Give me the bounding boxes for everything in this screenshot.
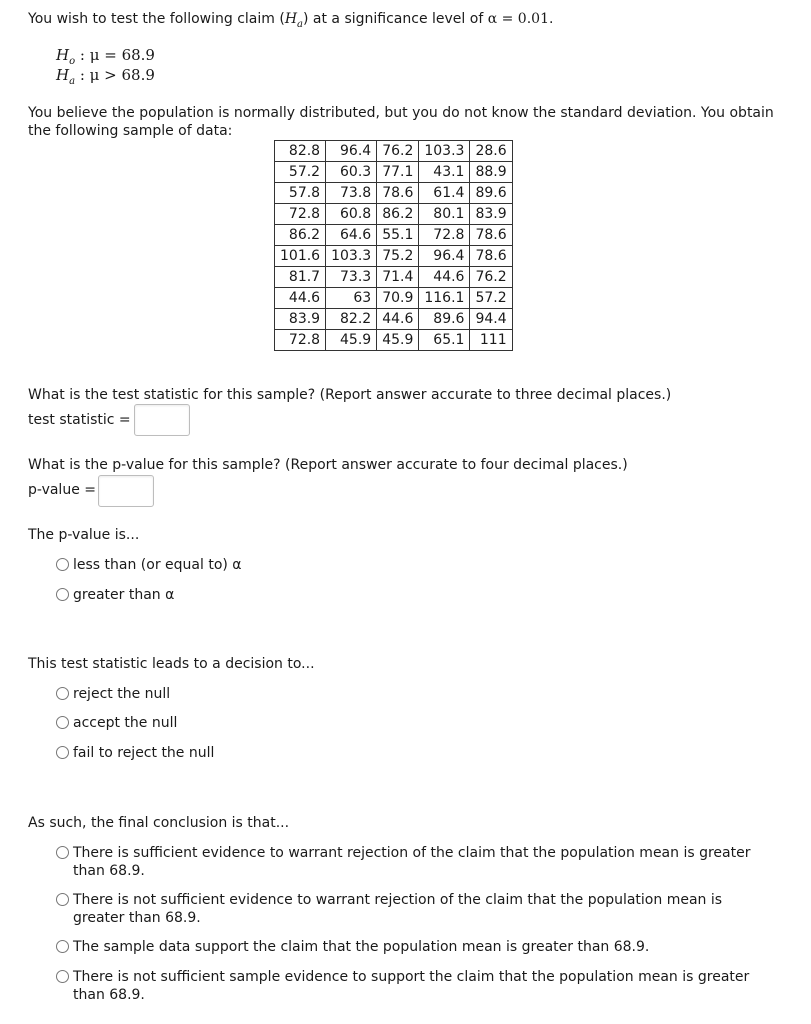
data-cell: 72.8 bbox=[275, 204, 326, 225]
data-cell: 57.2 bbox=[275, 162, 326, 183]
option-accept-null[interactable] bbox=[56, 714, 177, 732]
decision-heading: This test statistic leads to a decision to... bbox=[28, 656, 315, 672]
table-row bbox=[275, 183, 513, 204]
table-row bbox=[275, 246, 513, 267]
option-label: There is not sufficient sample evidence to support the claim that the population mean is greater than 68.9. bbox=[73, 969, 750, 1003]
claim-prefix: You wish to test the following claim ( bbox=[28, 11, 285, 27]
claim-suffix: . bbox=[548, 11, 554, 27]
data-cell: 44.6 bbox=[419, 267, 470, 288]
data-cell: 89.6 bbox=[419, 309, 470, 330]
data-cell: 111 bbox=[470, 330, 512, 351]
option-conclusion-1[interactable] bbox=[56, 844, 763, 880]
data-cell: 77.1 bbox=[377, 162, 419, 183]
data-cell: 63 bbox=[326, 288, 377, 309]
data-cell: 61.4 bbox=[419, 183, 470, 204]
table-row bbox=[275, 162, 513, 183]
h0-sub: o bbox=[69, 56, 76, 67]
sample-intro-line2: the following sample of data: bbox=[28, 123, 233, 139]
data-cell: 65.1 bbox=[419, 330, 470, 351]
option-conclusion-3[interactable] bbox=[56, 938, 763, 956]
data-cell: 43.1 bbox=[419, 162, 470, 183]
pvalue-label: p-value = bbox=[28, 482, 96, 498]
radio-button[interactable] bbox=[56, 846, 69, 859]
radio-button[interactable] bbox=[56, 940, 69, 953]
data-cell: 45.9 bbox=[326, 330, 377, 351]
data-cell: 82.8 bbox=[275, 141, 326, 162]
data-cell: 60.3 bbox=[326, 162, 377, 183]
data-cell: 78.6 bbox=[377, 183, 419, 204]
pvalue-input[interactable] bbox=[98, 475, 154, 507]
option-pvalue-greater[interactable] bbox=[56, 586, 174, 604]
option-conclusion-4[interactable] bbox=[56, 968, 763, 1004]
data-cell: 57.2 bbox=[470, 288, 512, 309]
claim-middle: ) at a significance level of bbox=[303, 11, 488, 27]
data-cell: 83.9 bbox=[470, 204, 512, 225]
data-cell: 60.8 bbox=[326, 204, 377, 225]
data-cell: 88.9 bbox=[470, 162, 512, 183]
data-cell: 96.4 bbox=[419, 246, 470, 267]
option-label: less than (or equal to) α bbox=[73, 557, 242, 573]
data-cell: 75.2 bbox=[377, 246, 419, 267]
option-label: The sample data support the claim that the population mean is greater than 68.9. bbox=[73, 939, 650, 955]
data-cell: 45.9 bbox=[377, 330, 419, 351]
data-cell: 103.3 bbox=[326, 246, 377, 267]
data-cell: 72.8 bbox=[419, 225, 470, 246]
ha-text: : μ > 68.9 bbox=[79, 66, 155, 84]
radio-button[interactable] bbox=[56, 558, 69, 571]
data-cell: 101.6 bbox=[275, 246, 326, 267]
data-cell: 78.6 bbox=[470, 246, 512, 267]
data-cell: 86.2 bbox=[377, 204, 419, 225]
table-row bbox=[275, 225, 513, 246]
data-cell: 82.2 bbox=[326, 309, 377, 330]
table-row bbox=[275, 309, 513, 330]
data-cell: 55.1 bbox=[377, 225, 419, 246]
option-label: There is not sufficient evidence to warrant rejection of the claim that the population mean is greater than 68.9. bbox=[73, 892, 723, 926]
h0-text: : μ = 68.9 bbox=[79, 46, 155, 64]
option-label: fail to reject the null bbox=[73, 745, 215, 761]
data-cell: 86.2 bbox=[275, 225, 326, 246]
ha-sub-line: a bbox=[69, 76, 76, 87]
data-cell: 72.8 bbox=[275, 330, 326, 351]
ha-symbol: H bbox=[284, 11, 298, 27]
data-cell: 80.1 bbox=[419, 204, 470, 225]
option-fail-to-reject-null[interactable] bbox=[56, 744, 214, 762]
data-cell: 83.9 bbox=[275, 309, 326, 330]
data-cell: 96.4 bbox=[326, 141, 377, 162]
data-cell: 89.6 bbox=[470, 183, 512, 204]
radio-button[interactable] bbox=[56, 687, 69, 700]
table-row bbox=[275, 267, 513, 288]
alternative-hypothesis bbox=[56, 65, 155, 92]
radio-button[interactable] bbox=[56, 970, 69, 983]
alpha-expression: α = 0.01 bbox=[487, 11, 549, 27]
test-statistic-label: test statistic = bbox=[28, 412, 131, 428]
data-cell: 44.6 bbox=[377, 309, 419, 330]
ha-sub: a bbox=[297, 18, 303, 30]
data-cell: 78.6 bbox=[470, 225, 512, 246]
h0-symbol: H bbox=[56, 46, 70, 64]
option-label: There is sufficient evidence to warrant rejection of the claim that the population mean is greater than 68.9. bbox=[73, 845, 751, 879]
sample-data-table bbox=[274, 140, 513, 351]
option-reject-null[interactable] bbox=[56, 685, 170, 703]
test-statistic-question: What is the test statistic for this sample? (Report answer accurate to three decimal places.) bbox=[28, 387, 672, 403]
data-cell: 94.4 bbox=[470, 309, 512, 330]
data-cell: 44.6 bbox=[275, 288, 326, 309]
data-cell: 73.3 bbox=[326, 267, 377, 288]
ha-symbol-line: H bbox=[56, 66, 70, 84]
data-cell: 76.2 bbox=[470, 267, 512, 288]
radio-button[interactable] bbox=[56, 893, 69, 906]
data-cell: 116.1 bbox=[419, 288, 470, 309]
pvalue-compare-heading: The p-value is... bbox=[28, 527, 140, 543]
table-row bbox=[275, 330, 513, 351]
option-label: reject the null bbox=[73, 686, 171, 702]
pvalue-question: What is the p-value for this sample? (Report answer accurate to four decimal places.) bbox=[28, 457, 628, 473]
claim-statement bbox=[28, 10, 553, 34]
option-pvalue-less[interactable] bbox=[56, 556, 242, 574]
radio-button[interactable] bbox=[56, 588, 69, 601]
data-cell: 57.8 bbox=[275, 183, 326, 204]
data-cell: 71.4 bbox=[377, 267, 419, 288]
data-cell: 73.8 bbox=[326, 183, 377, 204]
data-cell: 81.7 bbox=[275, 267, 326, 288]
option-label: greater than α bbox=[73, 587, 175, 603]
radio-button[interactable] bbox=[56, 716, 69, 729]
table-row bbox=[275, 141, 513, 162]
data-cell: 28.6 bbox=[470, 141, 512, 162]
data-cell: 70.9 bbox=[377, 288, 419, 309]
data-cell: 103.3 bbox=[419, 141, 470, 162]
radio-button[interactable] bbox=[56, 746, 69, 759]
test-statistic-input[interactable] bbox=[134, 404, 190, 436]
option-conclusion-2[interactable] bbox=[56, 891, 763, 927]
data-cell: 76.2 bbox=[377, 141, 419, 162]
table-row bbox=[275, 288, 513, 309]
option-label: accept the null bbox=[73, 715, 178, 731]
data-cell: 64.6 bbox=[326, 225, 377, 246]
conclusion-heading: As such, the final conclusion is that... bbox=[28, 815, 290, 831]
table-row bbox=[275, 204, 513, 225]
sample-intro-line1: You believe the population is normally distributed, but you do not know the standard deviation. You obtain bbox=[28, 105, 774, 121]
